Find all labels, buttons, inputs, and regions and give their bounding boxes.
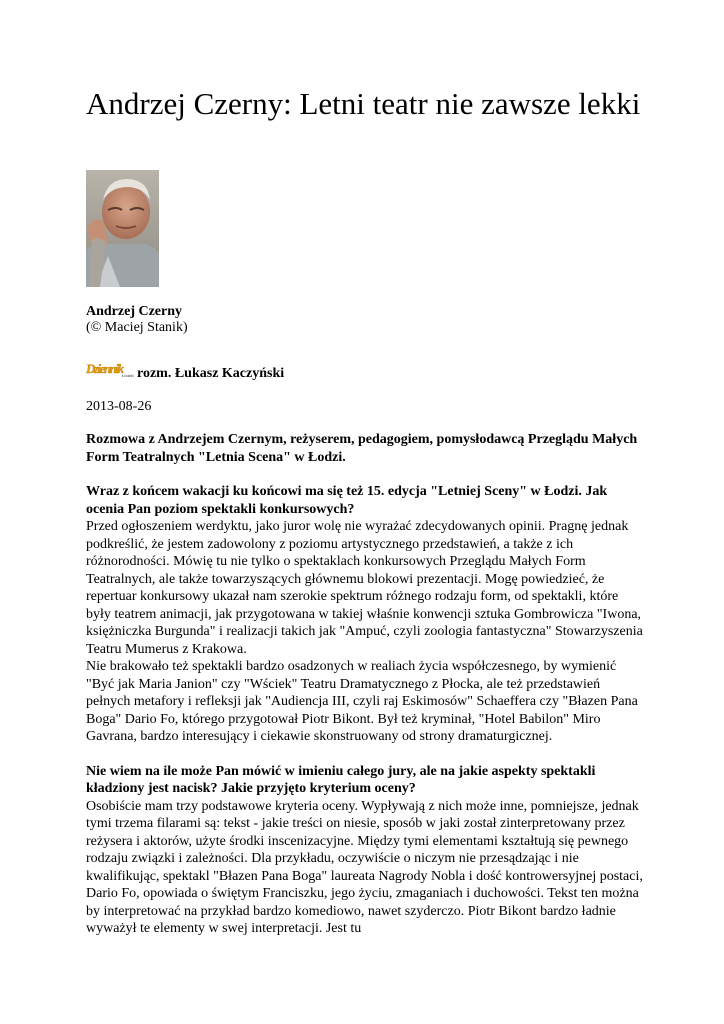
question-1: Wraz z końcem wakacji ku końcowi ma się też 15. edycja "Letniej Sceny" w Łodzi. Jak ocenia Pan poziom spektakli konkursowych? bbox=[86, 484, 608, 517]
article-lead: Rozmowa z Andrzejem Czernym, reżyserem, pedagogiem, pomysłodawcą Przeglądu Małych Form Teatralnych "Letnia Scena" w Łodzi. bbox=[86, 432, 638, 465]
article-date: 2013-08-26 bbox=[86, 399, 152, 414]
photo-caption bbox=[86, 304, 188, 336]
svg-text:Dziennik: Dziennik bbox=[86, 361, 124, 376]
byline-author: rozm. Łukasz Kaczyński bbox=[137, 366, 285, 381]
answer-2-paragraph-1: Osobiście mam trzy podstawowe kryteria oceny. Wypływają z nich może inne, pomniejsze, jednak tymi trzema filarami są: tekst - jakie treści on niesie, sposób w jaki został zinterpretowany przez reżysera i aktorów, użyte środki inscenizacyjne. Między tymi elementami kształtują się pewnego rodzaju związki i zależności. Dla przykładu, oczywiście o niczym nie przesądzając i nie kwalifikując, spektakl "Błazen Pana Boga" laureata Nagrody Nobla i dość kontrowersyjnej postaci, Dario Fo, opowiada o świętym Franciszku, jego życiu, zmaganiach i duchowości. Tekst ten można by interpretować na przykład bardzo komediowo, nawet szyderczo. Piotr Bikont bardzo ładnie wyważył te elementy w swej interpretacji. Jest tu bbox=[86, 798, 643, 936]
dziennik-logo[interactable] bbox=[86, 361, 136, 378]
caption-name: Andrzej Czerny bbox=[86, 304, 183, 319]
article-title: Andrzej Czerny: Letni teatr nie zawsze lekki bbox=[86, 86, 641, 121]
question-2: Nie wiem na ile może Pan mówić w imieniu całego jury, ale na jakie aspekty spektakli kładziony jest nacisk? Jakie przyjęto kryterium oceny? bbox=[86, 763, 596, 796]
caption-credit: (© Maciej Stanik) bbox=[86, 320, 188, 335]
answer-2 bbox=[86, 798, 646, 938]
article-body bbox=[86, 431, 646, 955]
answer-1 bbox=[86, 518, 646, 746]
author-photo bbox=[86, 170, 159, 287]
answer-1-paragraph-1: Przed ogłoszeniem werdyktu, jako juror wolę nie wyrażać zdecydowanych opinii. Pragnę jednak podkreślić, że jestem zadowolony z poziomu artystycznego przedstawień, a także z ich różnorodności. Mówię tu nie tylko o spektaklach konkursowych Przeglądu Małych Form Teatralnych, ale także towarzyszących głównemu blokowi prezentacji. Mogę powiedzieć, że repertuar konkursowy ukazał nam szerokie spektrum różnego rodzaju form, od spektakli, które były teatrem animacji, jak przygotowana w takiej właśnie konwencji sztuka Gombrowicza "Iwona, księżniczka Burgunda" i realizacji takich jak "Ampuć, czyli zoologia fantastyczna" Stowarzyszenia Teatru Mumerus z Krakowa. bbox=[86, 519, 643, 657]
answer-1-paragraph-2: Nie brakowało też spektakli bardzo osadzonych w realiach życia współczesnego, by wymienić "Być jak Maria Janion" czy "Wściek" Teatru Dramatycznego z Płocka, ale też przedstawień pełnych metafory i refleksji jak "Audiencja III, czyli raj Eskimosów" Schaeffera czy "Błazen Pana Boga" Dario Fo, którego przygotował Piotr Bikont. Był też kryminał, "Hotel Babilon" Miro Gavrana, bardzo interesujący i ciekawie skonstruowany od strony dramaturgicznej. bbox=[86, 659, 638, 744]
svg-text:Łódzki: Łódzki bbox=[122, 373, 134, 378]
